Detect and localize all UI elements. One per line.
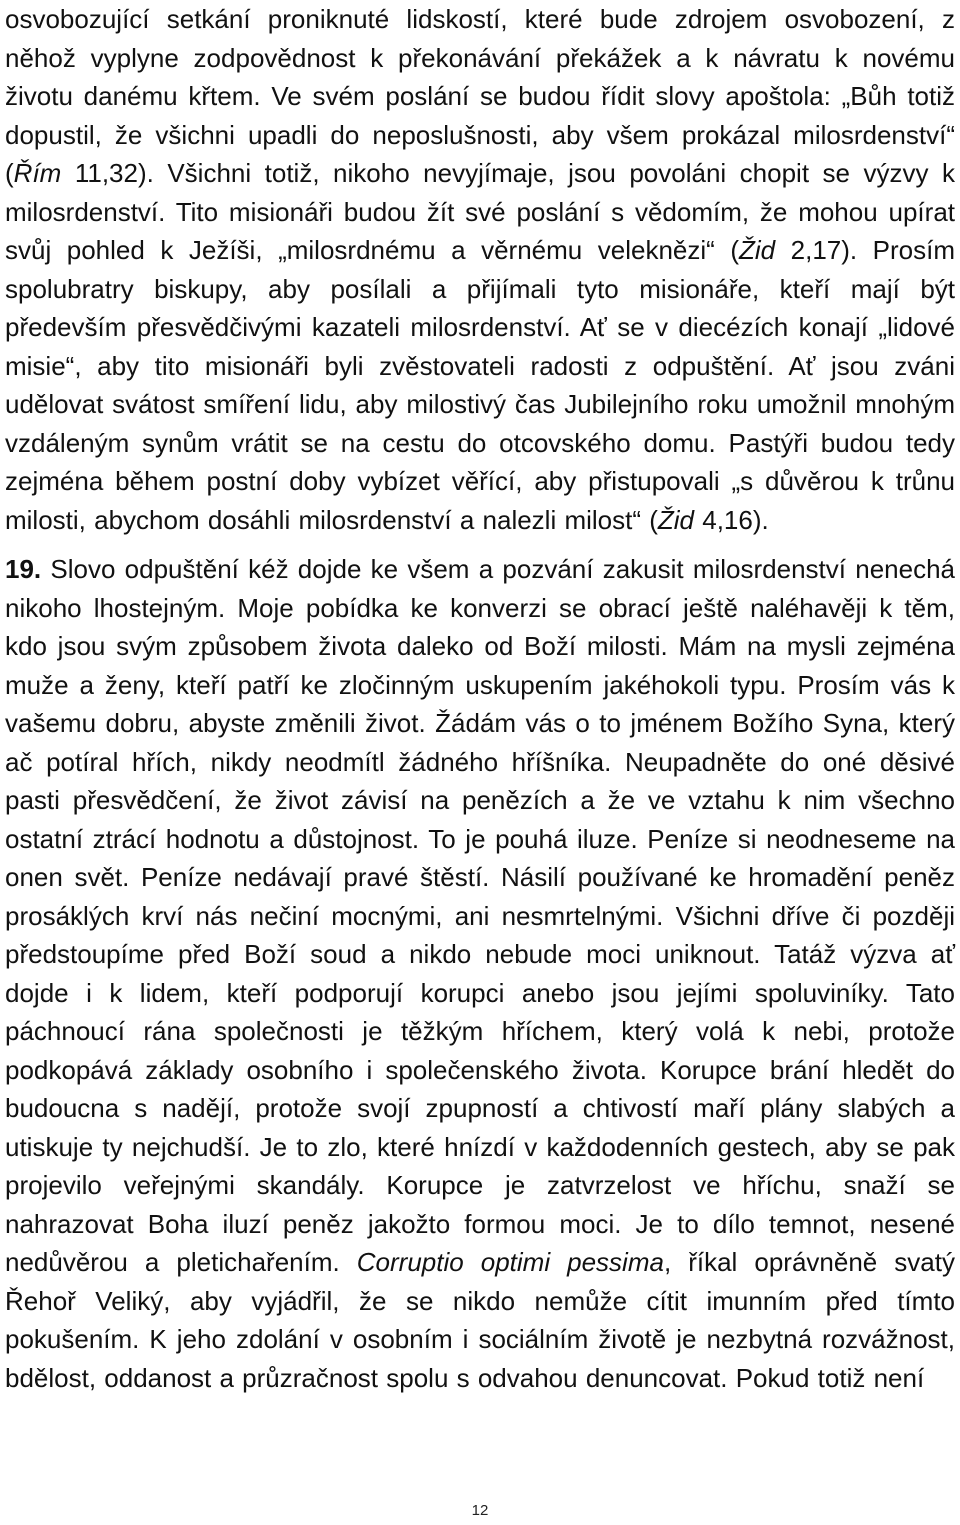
paragraph-text: osvobozující setkání proniknuté lidskostí, které bude zdrojem osvobození, z něhož vyplyne zodpovědnost k překonávání překážek a k návratu k novému životu danému křtem. Ve svém poslání se budou řídit slovy apoštola: „Bůh totiž dopustil, že všichni upadli do neposlušnosti, aby všem prokázal milosrdenství“ ( <box>5 4 955 188</box>
paragraph-number: 19. <box>5 554 42 584</box>
bible-reference: Žid <box>657 504 695 535</box>
bible-reference: Žid <box>738 235 776 265</box>
paragraph-text: 11,32). Všichni totiž, nikoho nevyjímaje, jsou povoláni chopit se výzvy k milosrdenství. Tito misionáři budou žít své poslání s vědomím, že mohou upírat svůj pohled k Ježíši, „milosrdnému a věrnému veleknězi“ ( <box>5 158 955 265</box>
paragraph-text: 2,17). Prosím spolubratry biskupy, aby posílali a přijímali tyto misionáře, kteří mají být především přesvědčivými kazateli milosrdenství. Ať se v diecézích konají „lidové misie“, aby tito misionáři byli zvěstovateli radosti z odpuštění. Ať jsou zváni udělovat svátost smíření lidu, aby milostivý čas Jubilejního roku umožnil mnohým vzdáleným synům vrátit se na cestu do otcovského domu. Pastýři budou tedy zejména během postní doby vybízet věřící, aby přistupovali „s důvěrou k trůnu milosti, abychom dosáhli milosrdenství a nalezli milost“ ( <box>5 235 955 535</box>
bible-reference: Řím <box>13 158 62 188</box>
paragraph-text: 4,16). <box>694 504 769 535</box>
latin-quote: Corruptio optimi pessima <box>356 1247 664 1277</box>
paragraph-continued <box>5 0 955 539</box>
page-number: 12 <box>471 1502 489 1519</box>
paragraph-text: , říkal oprávněně svatý Řehoř Veliký, aby vyjádřil, že se nikdo nemůže cítit imunním před tímto pokušením. K jeho zdolání v osobním i sociálním životě je nezbytná rozvážnost, bdělost, oddanost a průzračnost spolu s odvahou denuncovat. Pokud totiž není <box>5 1247 955 1393</box>
document-page <box>5 0 955 1397</box>
paragraph-19 <box>5 550 955 1397</box>
paragraph-text: Slovo odpuštění kéž dojde ke všem a pozvání zakusit milosrdenství nenechá nikoho lhostejným. Moje pobídka ke konverzi se obrací ještě naléhavěji k těm, kdo jsou svým způsobem života daleko od Boží milosti. Mám na mysli zejména muže a ženy, kteří patří ke zločinným uskupením jakéhokoli typu. Prosím vás k vašemu dobru, abyste změnili život. Žádám vás o to jménem Božího Syna, který ač potíral hřích, nikdy neodmítl žádného hříšníka. Neupadněte do oné děsivé pasti přesvědčení, že život závisí na penězích a že ve vztahu k nim všechno ostatní ztrácí hodnotu a důstojnost. To je pouhá iluze. Peníze si neodneseme na onen svět. Peníze nedávají pravé štěstí. Násilí používané ke hromadění peněz prosáklých krví nás nečiní mocnými, ani nesmrtelnými. Všichni dříve či později předstoupíme před Boží soud a nikdo nebude moci uniknout. Tatáž výzva ať dojde i k lidem, kteří podporují korupci anebo jsou jejími spoluviníky. Tato páchnoucí rána společnosti je těžkým hříchem, který volá k nebi, protože podkopává základy osobního i společenského života. Korupce brání hledět do budoucna s nadějí, protože svojí zpupností a chtivostí maří plány slabých a utiskuje ty nejchudší. Je to zlo, které hnízdí v každodenních gestech, aby se pak projevilo veřejnými skandály. Korupce je zatvrzelost ve hříchu, snaží se nahrazovat Boha iluzí peněz jakožto formou moci. Je to dílo temnot, nesené nedůvěrou a pletichařením. <box>5 554 955 1277</box>
